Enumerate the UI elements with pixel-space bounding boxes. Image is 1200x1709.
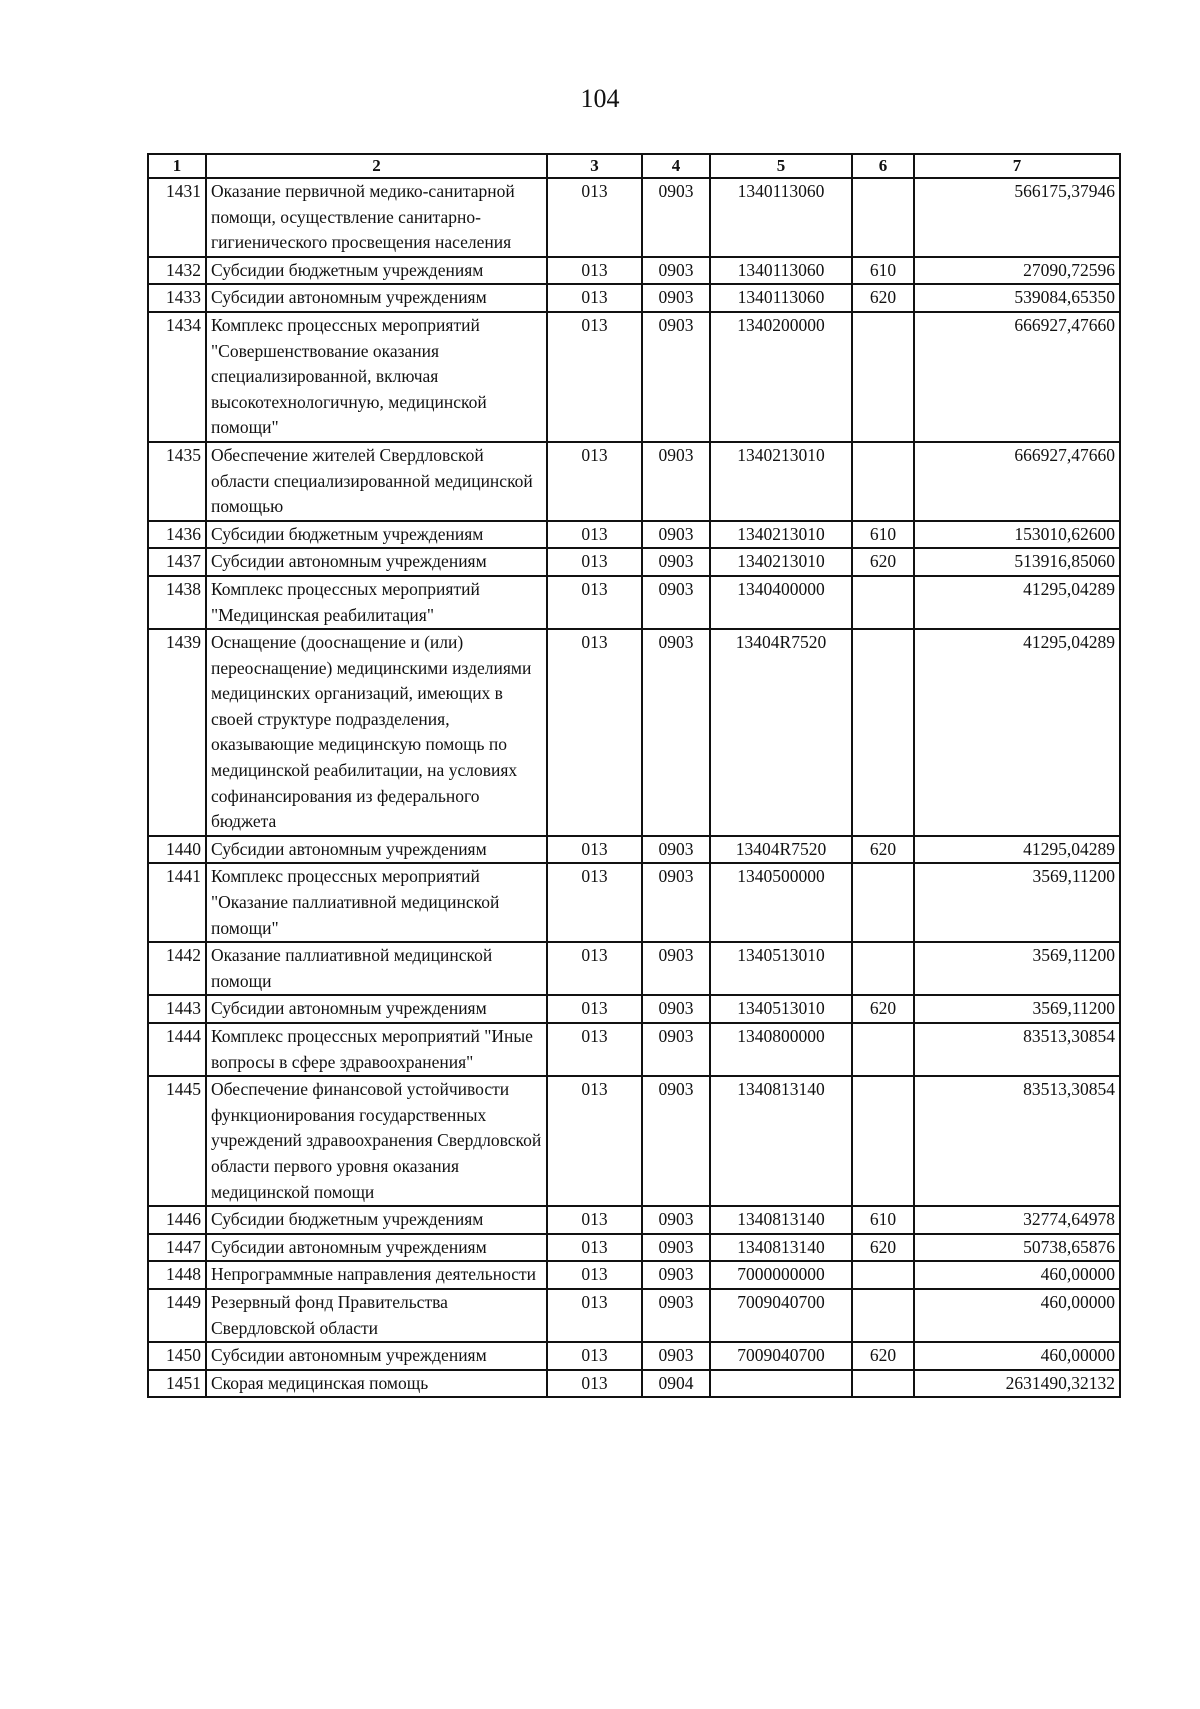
- row-number: 1449: [148, 1289, 206, 1342]
- header-col-7: 7: [914, 154, 1120, 178]
- header-col-4: 4: [642, 154, 710, 178]
- row-number: 1451: [148, 1370, 206, 1398]
- row-target-article: 13404R7520: [710, 629, 852, 836]
- row-amount: 41295,04289: [914, 836, 1120, 864]
- table-row: [148, 1342, 1120, 1370]
- row-amount: 153010,62600: [914, 521, 1120, 549]
- row-number: 1433: [148, 284, 206, 312]
- row-department-code: 013: [547, 178, 642, 257]
- row-expense-type: [852, 576, 914, 629]
- row-amount: 666927,47660: [914, 312, 1120, 442]
- table-row: [148, 836, 1120, 864]
- row-department-code: 013: [547, 284, 642, 312]
- row-number: 1442: [148, 942, 206, 995]
- row-name: Субсидии автономным учреждениям: [206, 995, 547, 1023]
- row-amount: 83513,30854: [914, 1076, 1120, 1206]
- row-expense-type: 620: [852, 1342, 914, 1370]
- row-department-code: 013: [547, 1289, 642, 1342]
- row-department-code: 013: [547, 1261, 642, 1289]
- row-target-article: 1340213010: [710, 548, 852, 576]
- table-row: [148, 178, 1120, 257]
- row-number: 1432: [148, 257, 206, 285]
- row-department-code: 013: [547, 442, 642, 521]
- row-amount: 460,00000: [914, 1261, 1120, 1289]
- row-department-code: 013: [547, 1234, 642, 1262]
- table-row: [148, 1261, 1120, 1289]
- row-name: Субсидии автономным учреждениям: [206, 284, 547, 312]
- row-target-article: 1340513010: [710, 995, 852, 1023]
- header-col-6: 6: [852, 154, 914, 178]
- table-row: [148, 995, 1120, 1023]
- row-section-code: 0903: [642, 1234, 710, 1262]
- row-number: 1431: [148, 178, 206, 257]
- row-number: 1441: [148, 863, 206, 942]
- row-amount: 566175,37946: [914, 178, 1120, 257]
- row-expense-type: [852, 1023, 914, 1076]
- row-number: 1440: [148, 836, 206, 864]
- row-section-code: 0903: [642, 442, 710, 521]
- row-amount: 32774,64978: [914, 1206, 1120, 1234]
- row-department-code: 013: [547, 629, 642, 836]
- row-amount: 513916,85060: [914, 548, 1120, 576]
- header-col-3: 3: [547, 154, 642, 178]
- row-amount: 2631490,32132: [914, 1370, 1120, 1398]
- row-amount: 83513,30854: [914, 1023, 1120, 1076]
- table-row: [148, 1206, 1120, 1234]
- row-target-article: 1340113060: [710, 284, 852, 312]
- row-amount: 460,00000: [914, 1342, 1120, 1370]
- table-row: [148, 548, 1120, 576]
- row-target-article: 13404R7520: [710, 836, 852, 864]
- table-row: [148, 312, 1120, 442]
- row-number: 1435: [148, 442, 206, 521]
- table-row: [148, 1289, 1120, 1342]
- row-section-code: 0903: [642, 629, 710, 836]
- row-target-article: 1340800000: [710, 1023, 852, 1076]
- row-expense-type: [852, 442, 914, 521]
- row-expense-type: [852, 629, 914, 836]
- row-target-article: 1340113060: [710, 257, 852, 285]
- row-amount: 3569,11200: [914, 863, 1120, 942]
- row-name: Обеспечение жителей Свердловской области специализированной медицинской помощью: [206, 442, 547, 521]
- row-name: Непрограммные направления деятельности: [206, 1261, 547, 1289]
- row-section-code: 0903: [642, 284, 710, 312]
- row-number: 1439: [148, 629, 206, 836]
- row-target-article: 1340500000: [710, 863, 852, 942]
- row-department-code: 013: [547, 548, 642, 576]
- row-amount: 27090,72596: [914, 257, 1120, 285]
- row-target-article: 1340813140: [710, 1206, 852, 1234]
- header-row: [148, 154, 1120, 178]
- row-name: Комплекс процессных мероприятий "Оказание паллиативной медицинской помощи": [206, 863, 547, 942]
- table-header: [148, 154, 1120, 178]
- row-expense-type: [852, 1370, 914, 1398]
- row-department-code: 013: [547, 521, 642, 549]
- row-expense-type: 620: [852, 836, 914, 864]
- row-section-code: 0903: [642, 1342, 710, 1370]
- row-name: Субсидии автономным учреждениям: [206, 1342, 547, 1370]
- table-row: [148, 629, 1120, 836]
- row-number: 1436: [148, 521, 206, 549]
- row-name: Обеспечение финансовой устойчивости функционирования государственных учреждений здравоохранения Свердловской области первого уровня оказания медицинской помощи: [206, 1076, 547, 1206]
- row-target-article: 7009040700: [710, 1342, 852, 1370]
- table-row: [148, 442, 1120, 521]
- row-expense-type: 620: [852, 548, 914, 576]
- row-target-article: 1340400000: [710, 576, 852, 629]
- row-section-code: 0903: [642, 312, 710, 442]
- row-section-code: 0903: [642, 863, 710, 942]
- row-target-article: 7009040700: [710, 1289, 852, 1342]
- row-number: 1437: [148, 548, 206, 576]
- row-expense-type: [852, 1076, 914, 1206]
- table-row: [148, 1076, 1120, 1206]
- row-expense-type: [852, 1261, 914, 1289]
- header-col-2: 2: [206, 154, 547, 178]
- header-col-1: 1: [148, 154, 206, 178]
- row-department-code: 013: [547, 863, 642, 942]
- row-section-code: 0903: [642, 521, 710, 549]
- row-department-code: 013: [547, 312, 642, 442]
- row-name: Комплекс процессных мероприятий "Иные вопросы в сфере здравоохранения": [206, 1023, 547, 1076]
- row-section-code: 0903: [642, 576, 710, 629]
- row-section-code: 0903: [642, 1261, 710, 1289]
- table-row: [148, 521, 1120, 549]
- row-amount: 41295,04289: [914, 576, 1120, 629]
- table-row: [148, 863, 1120, 942]
- row-section-code: 0903: [642, 836, 710, 864]
- row-target-article: 7000000000: [710, 1261, 852, 1289]
- row-name: Субсидии бюджетным учреждениям: [206, 1206, 547, 1234]
- row-department-code: 013: [547, 995, 642, 1023]
- row-name: Субсидии автономным учреждениям: [206, 548, 547, 576]
- row-name: Резервный фонд Правительства Свердловской области: [206, 1289, 547, 1342]
- row-name: Субсидии автономным учреждениям: [206, 1234, 547, 1262]
- page-number: 104: [580, 84, 620, 113]
- row-target-article: 1340813140: [710, 1076, 852, 1206]
- row-expense-type: [852, 863, 914, 942]
- row-department-code: 013: [547, 1370, 642, 1398]
- row-department-code: 013: [547, 1342, 642, 1370]
- row-section-code: 0903: [642, 995, 710, 1023]
- budget-table: [147, 153, 1121, 1398]
- row-number: 1445: [148, 1076, 206, 1206]
- row-section-code: 0903: [642, 1023, 710, 1076]
- row-name: Скорая медицинская помощь: [206, 1370, 547, 1398]
- row-department-code: 013: [547, 1076, 642, 1206]
- row-section-code: 0903: [642, 178, 710, 257]
- row-expense-type: [852, 1289, 914, 1342]
- row-name: Субсидии автономным учреждениям: [206, 836, 547, 864]
- row-amount: 3569,11200: [914, 995, 1120, 1023]
- row-number: 1434: [148, 312, 206, 442]
- header-col-5: 5: [710, 154, 852, 178]
- row-section-code: 0903: [642, 1289, 710, 1342]
- table-body: [148, 178, 1120, 1397]
- row-section-code: 0903: [642, 257, 710, 285]
- row-expense-type: 620: [852, 1234, 914, 1262]
- row-section-code: 0904: [642, 1370, 710, 1398]
- row-section-code: 0903: [642, 942, 710, 995]
- row-name: Оснащение (дооснащение и (или) переоснащение) медицинскими изделиями медицинских организаций, имеющих в своей структуре подразделения, оказывающие медицинскую помощь по медицинской реабилитации, на условиях софинансирования из федерального бюджета: [206, 629, 547, 836]
- row-expense-type: 610: [852, 257, 914, 285]
- row-section-code: 0903: [642, 548, 710, 576]
- table-row: [148, 1023, 1120, 1076]
- row-number: 1444: [148, 1023, 206, 1076]
- row-section-code: 0903: [642, 1076, 710, 1206]
- row-target-article: [710, 1370, 852, 1398]
- table-row: [148, 942, 1120, 995]
- row-target-article: 1340200000: [710, 312, 852, 442]
- row-expense-type: 610: [852, 1206, 914, 1234]
- row-number: 1438: [148, 576, 206, 629]
- row-name: Субсидии бюджетным учреждениям: [206, 521, 547, 549]
- row-amount: 41295,04289: [914, 629, 1120, 836]
- row-number: 1446: [148, 1206, 206, 1234]
- table-row: [148, 257, 1120, 285]
- row-number: 1450: [148, 1342, 206, 1370]
- row-amount: 666927,47660: [914, 442, 1120, 521]
- row-target-article: 1340213010: [710, 521, 852, 549]
- row-name: Оказание первичной медико-санитарной помощи, осуществление санитарно-гигиенического просвещения населения: [206, 178, 547, 257]
- row-target-article: 1340813140: [710, 1234, 852, 1262]
- row-target-article: 1340213010: [710, 442, 852, 521]
- table-row: [148, 1234, 1120, 1262]
- row-name: Субсидии бюджетным учреждениям: [206, 257, 547, 285]
- row-department-code: 013: [547, 1206, 642, 1234]
- row-number: 1443: [148, 995, 206, 1023]
- table-row: [148, 284, 1120, 312]
- row-name: Комплекс процессных мероприятий "Медицинская реабилитация": [206, 576, 547, 629]
- table-row: [148, 1370, 1120, 1398]
- row-target-article: 1340113060: [710, 178, 852, 257]
- row-expense-type: 620: [852, 284, 914, 312]
- row-section-code: 0903: [642, 1206, 710, 1234]
- row-number: 1448: [148, 1261, 206, 1289]
- row-target-article: 1340513010: [710, 942, 852, 995]
- row-amount: 539084,65350: [914, 284, 1120, 312]
- row-expense-type: 610: [852, 521, 914, 549]
- row-name: Комплекс процессных мероприятий "Совершенствование оказания специализированной, включая высокотехнологичную, медицинской помощи": [206, 312, 547, 442]
- row-department-code: 013: [547, 942, 642, 995]
- row-department-code: 013: [547, 257, 642, 285]
- row-amount: 460,00000: [914, 1289, 1120, 1342]
- row-amount: 50738,65876: [914, 1234, 1120, 1262]
- table-row: [148, 576, 1120, 629]
- row-name: Оказание паллиативной медицинской помощи: [206, 942, 547, 995]
- row-amount: 3569,11200: [914, 942, 1120, 995]
- row-department-code: 013: [547, 1023, 642, 1076]
- row-department-code: 013: [547, 576, 642, 629]
- row-expense-type: [852, 942, 914, 995]
- row-expense-type: 620: [852, 995, 914, 1023]
- row-number: 1447: [148, 1234, 206, 1262]
- row-expense-type: [852, 178, 914, 257]
- row-expense-type: [852, 312, 914, 442]
- row-department-code: 013: [547, 836, 642, 864]
